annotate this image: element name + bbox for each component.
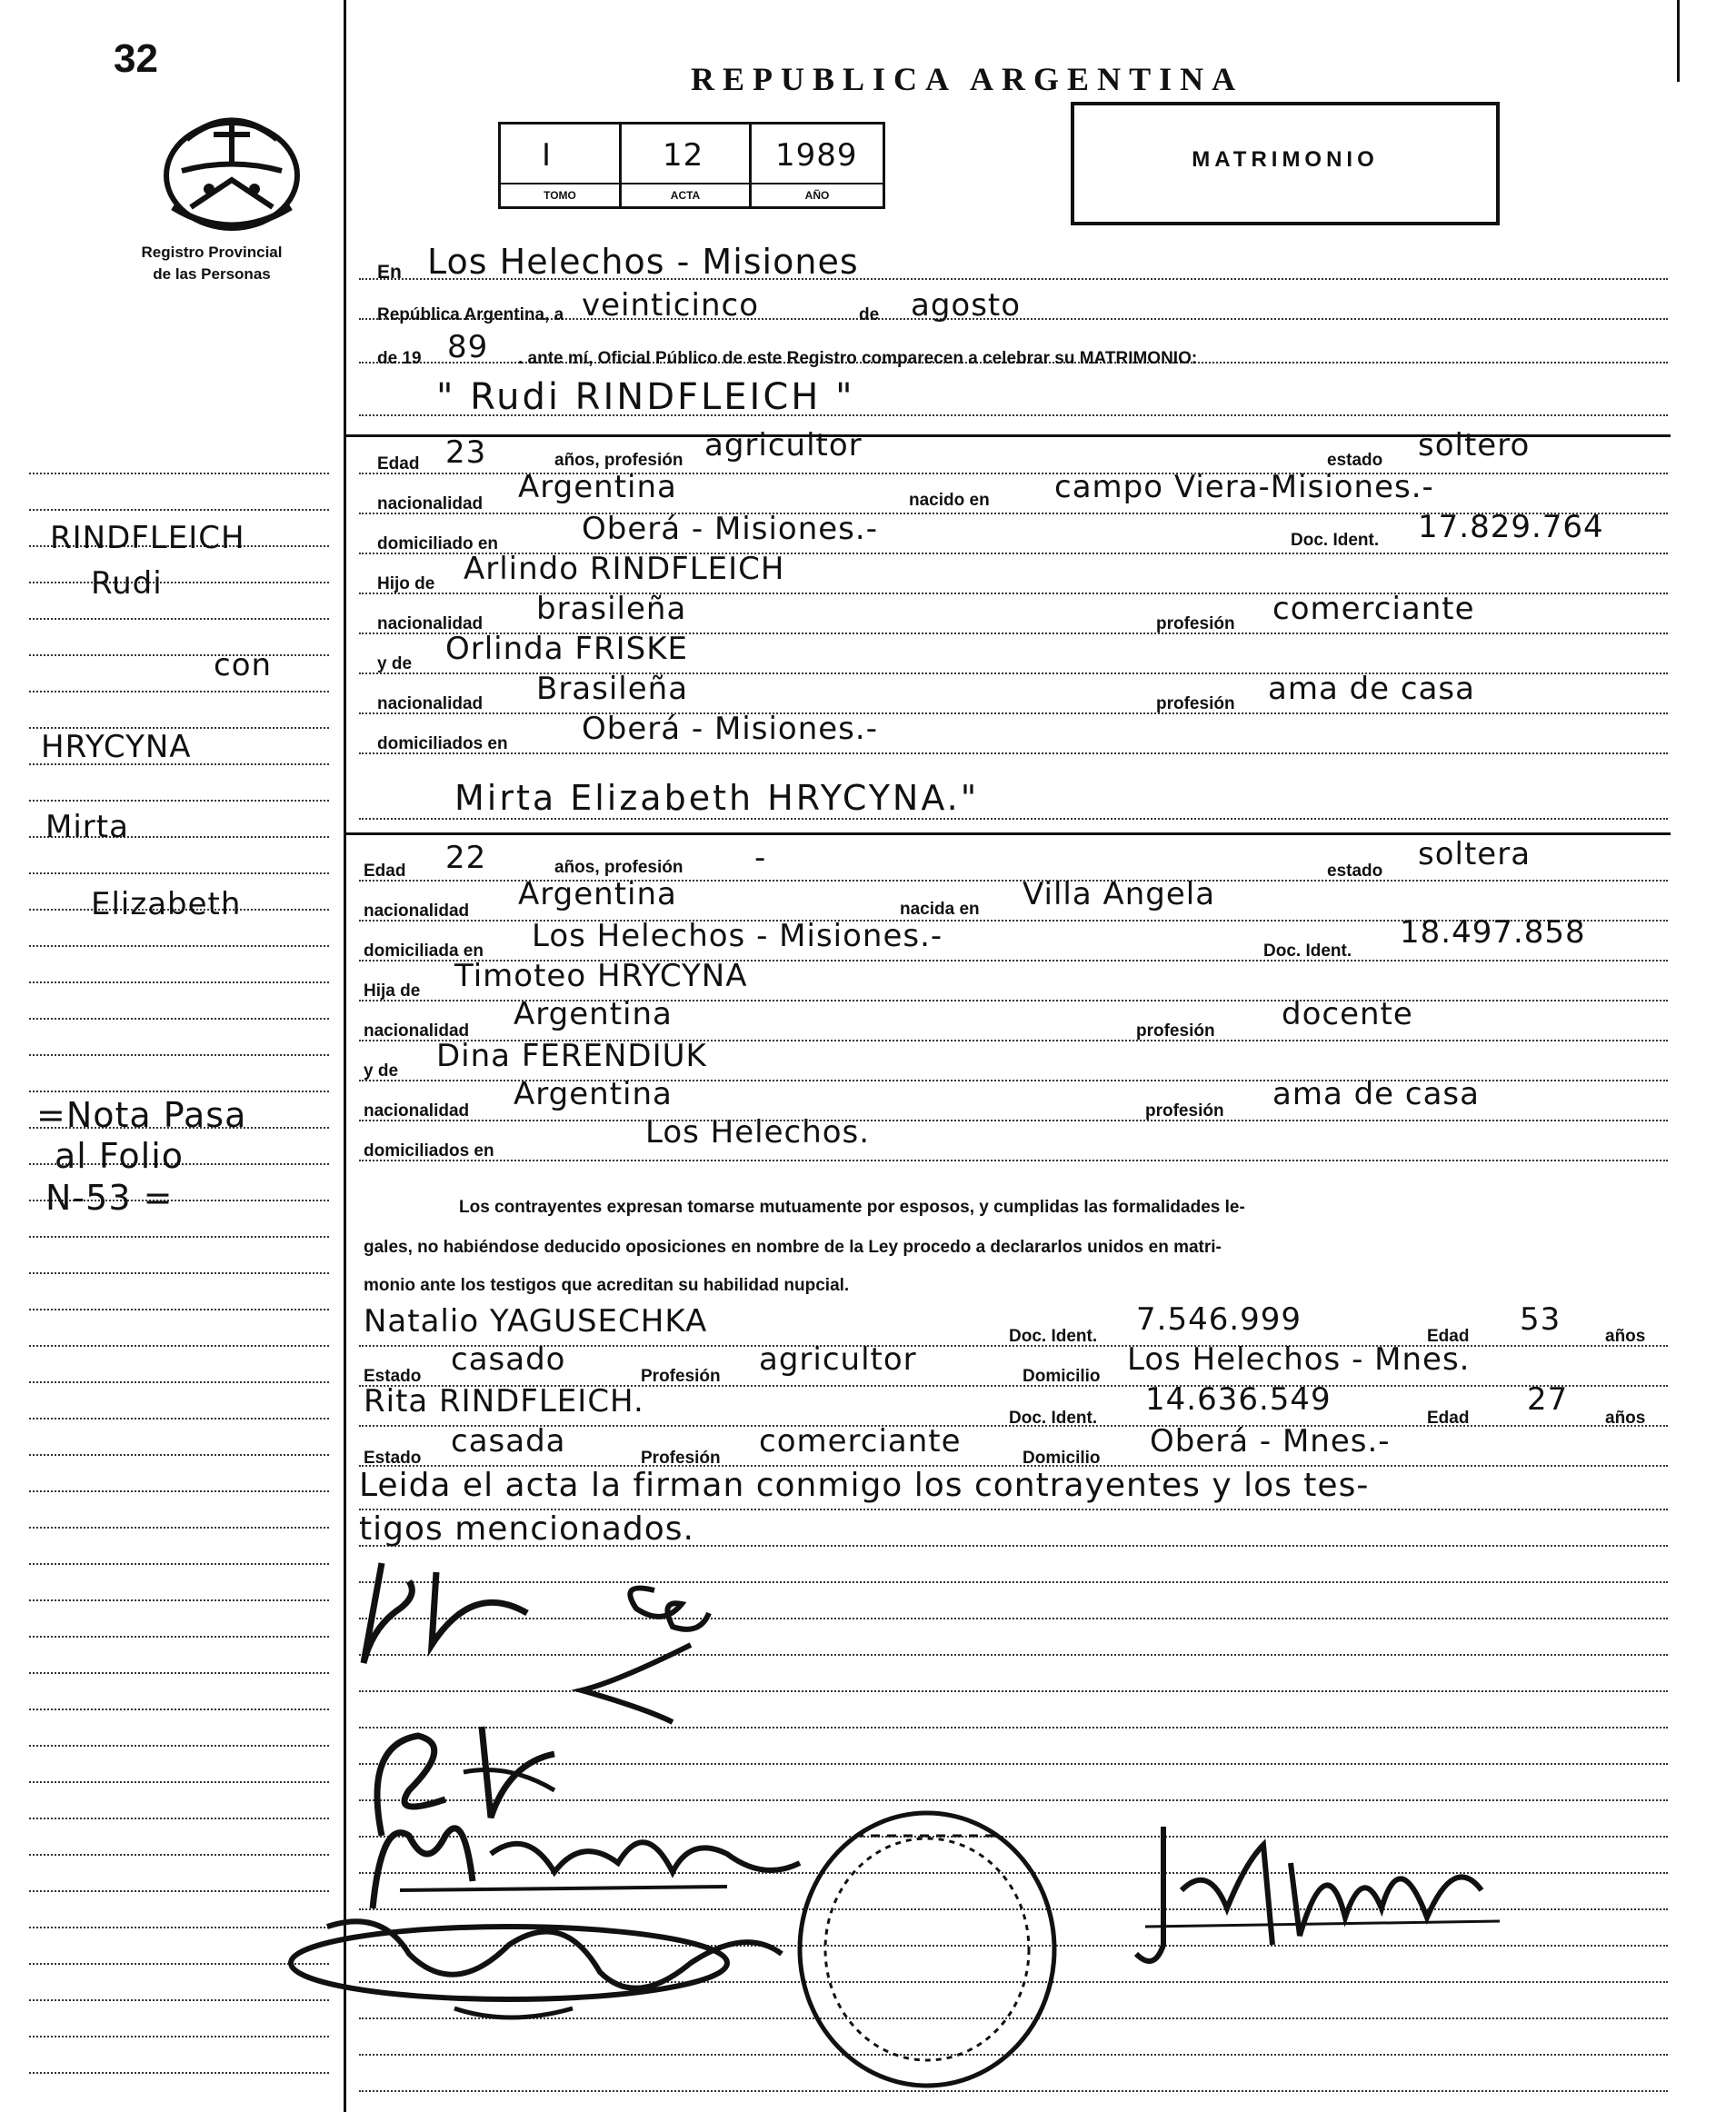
bride-domicilio-label: domiciliada en	[364, 941, 484, 961]
margin-bride-name1: Mirta	[45, 809, 129, 845]
page-number: 32	[114, 36, 158, 81]
margin-bride-name2: Elizabeth	[91, 886, 242, 922]
groom-nacido-label: nacido en	[909, 491, 990, 510]
de-label: de	[859, 305, 880, 324]
declaration-line3: monio ante los testigos que acreditan su habilidad nupcial.	[364, 1276, 850, 1295]
groom-father-prof-label: profesión	[1156, 614, 1235, 633]
bride-father-prof-label: profesión	[1136, 1021, 1215, 1041]
bride-mother-profession: ama de casa	[1272, 1076, 1480, 1112]
groom-full-name: " Rudi RINDFLEICH "	[436, 376, 855, 418]
bride-mother-nat-label: nacionalidad	[364, 1101, 470, 1121]
witness2-signature	[273, 1899, 818, 2036]
bride-estado-label: estado	[1327, 862, 1383, 881]
witness2-estado-label: Estado	[364, 1449, 422, 1468]
closing-line2: tigos mencionados.	[359, 1510, 694, 1548]
witness1-doc-label: Doc. Ident.	[1009, 1327, 1098, 1346]
declaration-line2: gales, no habiéndose deducido oposiciones en nombre de la Ley procedo a declararlos unidos en matri-	[364, 1238, 1222, 1257]
bride-section-rule	[344, 832, 1671, 835]
groom-mother: Orlinda FRISKE	[445, 631, 688, 667]
witness1-edad-label: Edad	[1427, 1327, 1470, 1346]
bride-domicile: Los Helechos - Misiones.-	[532, 918, 943, 954]
groom-father-nationality: brasileña	[536, 591, 687, 627]
right-edge-line	[1677, 0, 1680, 82]
ano-label: AÑO	[752, 183, 883, 206]
witness2-edad-label: Edad	[1427, 1409, 1470, 1428]
groom-nationality: Argentina	[518, 469, 677, 505]
declaration-line1: Los contrayentes expresan tomarse mutuamente por esposos, y cumplidas las formalidades le-	[459, 1198, 1245, 1217]
groom-mother-profession: ama de casa	[1268, 671, 1475, 707]
witness2-age: 27	[1527, 1381, 1569, 1418]
bride-father-nat-label: nacionalidad	[364, 1021, 470, 1041]
bride-nacida-label: nacida en	[900, 900, 980, 919]
margin-groom-name: Rudi	[91, 565, 163, 602]
closing-line1: Leida el acta la firman conmigo los contrayentes y los tes-	[359, 1467, 1370, 1504]
ano-cell	[752, 125, 883, 206]
groom-estado-label: estado	[1327, 451, 1383, 470]
witness1-age: 53	[1520, 1301, 1561, 1338]
witness1-status: casado	[451, 1341, 566, 1378]
groom-father: Arlindo RINDFLEICH	[464, 551, 785, 587]
groom-signature	[345, 1545, 763, 1727]
groom-yde-label: y de	[377, 654, 413, 673]
witness1-profession: agricultor	[759, 1341, 917, 1378]
witness2-name: Rita RINDFLEICH.	[364, 1383, 644, 1420]
bride-mother-prof-label: profesión	[1145, 1101, 1224, 1121]
witness1-anos-label: años	[1605, 1327, 1646, 1346]
witness1-domicile: Los Helechos - Mnes.	[1127, 1341, 1471, 1378]
intro-statement: . ante mí, Oficial Público de este Registro comparecen a celebrar su MATRIMONIO:	[518, 349, 1198, 368]
witness1-profesion-label: Profesión	[641, 1367, 721, 1386]
bride-age: 22	[445, 840, 487, 876]
bride-mother-nationality: Argentina	[514, 1076, 673, 1112]
official-signature	[1127, 1808, 1509, 1990]
bride-doc-label: Doc. Ident.	[1263, 941, 1352, 961]
tomo-label: TOMO	[501, 183, 619, 206]
registry-title-line2: de las Personas	[153, 265, 271, 283]
groom-domicile: Oberá - Misiones.-	[582, 511, 878, 547]
witness1-doc: 7.546.999	[1136, 1301, 1302, 1338]
groom-parents-dom-label: domiciliados en	[377, 734, 508, 753]
bride-hija-label: Hija de	[364, 981, 421, 1001]
groom-nacionalidad-label: nacionalidad	[377, 494, 484, 513]
groom-mother-nationality: Brasileña	[536, 671, 689, 707]
witness2-domicile: Oberá - Mnes.-	[1150, 1423, 1391, 1459]
witness1-estado-label: Estado	[364, 1367, 422, 1386]
witness1-name: Natalio YAGUSECHKA	[364, 1303, 708, 1340]
groom-civil-status: soltero	[1418, 427, 1531, 463]
record-box	[498, 122, 885, 209]
tomo-cell	[501, 125, 622, 206]
groom-domicilio-label: domiciliado en	[377, 534, 499, 553]
groom-edad-label: Edad	[377, 454, 420, 473]
groom-doc-label: Doc. Ident.	[1291, 531, 1380, 550]
marriage-month: agosto	[911, 287, 1022, 324]
witness2-doc: 14.636.549	[1145, 1381, 1332, 1418]
bride-profesion-label: años, profesión	[554, 858, 683, 877]
bride-father: Timoteo HRYCYNA	[454, 958, 748, 994]
margin-conjunction: con	[214, 647, 273, 683]
groom-profession: agricultor	[704, 427, 863, 463]
bride-yde-label: y de	[364, 1061, 399, 1081]
bride-mother: Dina FERENDIUK	[436, 1038, 707, 1074]
republica-label: República Argentina, a	[377, 305, 564, 324]
witness2-profession: comerciante	[759, 1423, 962, 1459]
groom-parents-domicile: Oberá - Misiones.-	[582, 711, 878, 747]
record-type: MATRIMONIO	[1192, 147, 1379, 172]
marriage-day: veinticinco	[582, 287, 759, 324]
groom-father-nat-label: nacionalidad	[377, 614, 484, 633]
groom-age: 23	[445, 434, 487, 471]
country-heading: REPUBLICA ARGENTINA	[691, 61, 1244, 97]
tomo-value: I	[542, 137, 553, 174]
margin-note-line1: =Nota Pasa	[36, 1095, 247, 1135]
bride-parents-dom-label: domiciliados en	[364, 1141, 494, 1161]
bride-doc: 18.497.858	[1400, 914, 1586, 951]
groom-mother-prof-label: profesión	[1156, 694, 1235, 713]
groom-father-profession: comerciante	[1272, 591, 1475, 627]
groom-profesion-label: años, profesión	[554, 451, 683, 470]
groom-mother-nat-label: nacionalidad	[377, 694, 484, 713]
marriage-place: Los Helechos - Misiones	[427, 242, 859, 282]
coat-of-arms-emblem	[145, 107, 318, 234]
official-seal-stamp	[782, 1799, 1073, 2099]
bride-profession: -	[754, 840, 767, 876]
ano-value: 1989	[775, 137, 858, 174]
en-label: En	[377, 262, 402, 283]
groom-birthplace: campo Viera-Misiones.-	[1054, 469, 1434, 505]
acta-cell	[622, 125, 752, 206]
year-prefix: de 19	[377, 349, 422, 368]
acta-value: 12	[663, 137, 704, 174]
bride-father-profession: docente	[1282, 996, 1413, 1032]
bride-nacionalidad-label: nacionalidad	[364, 902, 470, 921]
groom-doc: 17.829.764	[1418, 509, 1604, 545]
witness1-domicilio-label: Domicilio	[1023, 1367, 1101, 1386]
year-suffix: 89	[447, 329, 489, 365]
margin-bride-surname: HRYCYNA	[41, 729, 192, 765]
witness2-anos-label: años	[1605, 1409, 1646, 1428]
margin-note-line2: al Folio	[55, 1136, 185, 1176]
bride-edad-label: Edad	[364, 862, 406, 881]
acta-label: ACTA	[622, 183, 749, 206]
bride-father-nationality: Argentina	[514, 996, 673, 1032]
bride-civil-status: soltera	[1418, 836, 1531, 872]
bride-nationality: Argentina	[518, 876, 677, 912]
bride-full-name: Mirta Elizabeth HRYCYNA."	[454, 778, 980, 818]
bride-birthplace: Villa Angela	[1023, 876, 1216, 912]
margin-groom-surname: RINDFLEICH	[50, 520, 245, 556]
witness2-status: casada	[451, 1423, 566, 1459]
registry-title-line1: Registro Provincial	[141, 244, 283, 261]
witness2-profesion-label: Profesión	[641, 1449, 721, 1468]
record-type-box	[1071, 102, 1500, 225]
witness2-doc-label: Doc. Ident.	[1009, 1409, 1098, 1428]
margin-note-line3: N-53 =	[45, 1178, 174, 1218]
bride-parents-domicile: Los Helechos.	[645, 1114, 871, 1151]
groom-hijo-label: Hijo de	[377, 574, 435, 593]
witness2-domicilio-label: Domicilio	[1023, 1449, 1101, 1468]
